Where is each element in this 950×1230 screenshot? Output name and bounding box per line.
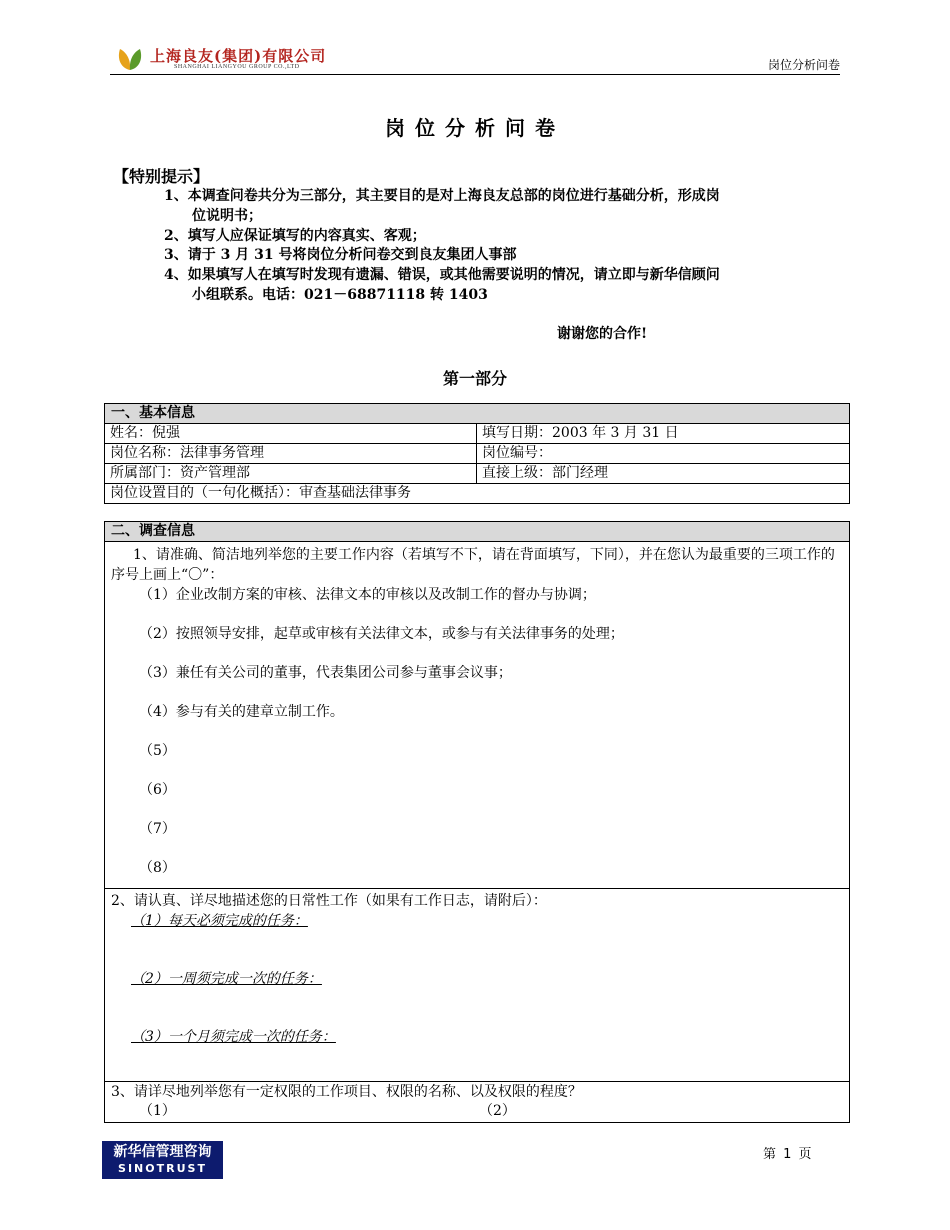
monthly-task-label: （3）一个月须完成一次的任务： <box>131 1029 336 1045</box>
weekly-task-label: （2）一周须完成一次的任务： <box>131 971 322 987</box>
notice-item-1-line1: 1、本调查问卷共分为三部分，其主要目的是对上海良友总部的岗位进行基础分析，形成岗 <box>164 188 720 204</box>
department-field[interactable]: 所属部门：资产管理部 <box>105 464 477 483</box>
table-row <box>105 484 849 503</box>
survey-heading: 二、调查信息 <box>105 522 849 542</box>
notice-item-3-line1: 3、请于 3 月 31 号将岗位分析问卷交到良友集团人事部 <box>164 247 517 263</box>
question-3-text: 3、请详尽地列举您有一定权限的工作项目、权限的名称、以及权限的程度？ <box>111 1084 582 1100</box>
daily-task-label: （1）每天必须完成的任务： <box>131 913 308 929</box>
list-item[interactable]: （7） <box>139 821 176 837</box>
question-3-block <box>105 1082 849 1122</box>
notice-item-2 <box>164 226 426 246</box>
sinotrust-logo-cn: 新华信管理咨询 <box>113 1144 212 1160</box>
notice-item-1-line2: 位说明书； <box>192 208 262 224</box>
notice-title: 【特别提示】 <box>113 167 210 186</box>
notice-item-2-line1: 2、填写人应保证填写的内容真实、客观； <box>164 228 426 244</box>
company-name-cn: 上海良友(集团)有限公司 <box>150 47 327 65</box>
sinotrust-logo <box>102 1141 223 1179</box>
part-title: 第一部分 <box>442 369 507 388</box>
notice-item-3 <box>164 245 516 265</box>
monthly-task-field[interactable] <box>111 1027 843 1085</box>
sinotrust-logo-en: SINOTRUST <box>118 1162 207 1175</box>
page-header <box>110 42 840 75</box>
list-item[interactable]: （3）兼任有关公司的董事，代表集团公司参与董事会议事； <box>139 665 512 681</box>
weekly-task-field[interactable] <box>111 969 843 1027</box>
question-2-block <box>105 889 849 1082</box>
daily-task-field[interactable] <box>111 911 843 969</box>
basic-info-table <box>104 403 850 504</box>
superior-field[interactable]: 直接上级：部门经理 <box>482 465 608 481</box>
list-item[interactable]: （2）按照领导安排，起草或审核有关法律文本，或参与有关法律事务的处理； <box>139 626 624 642</box>
authority-item-1[interactable]: （1） <box>139 1103 176 1119</box>
survey-table <box>104 521 850 1123</box>
page-title: 岗位分析问卷 <box>385 116 565 140</box>
list-item[interactable]: （6） <box>139 782 176 798</box>
header-doc-name: 岗位分析问卷 <box>767 58 840 72</box>
authority-item-2[interactable]: （2） <box>479 1103 516 1119</box>
list-item[interactable]: （4）参与有关的建章立制工作。 <box>139 704 344 720</box>
notice-item-4-line2: 小组联系。电话：021－68871118 转 1403 <box>192 287 488 303</box>
notice-item-1 <box>164 186 720 226</box>
question-1-block <box>105 542 849 889</box>
notice-item-4 <box>164 265 720 305</box>
list-item[interactable]: （8） <box>139 860 176 876</box>
company-name-en: SHANGHAI LIANGYOU GROUP CO.,LTD <box>174 64 300 70</box>
thanks-text: 谢谢您的合作! <box>557 326 648 342</box>
position-no-field[interactable]: 岗位编号： <box>482 445 552 461</box>
question-2-text: 2、请认真、详尽地描述您的日常性工作（如果有工作日志，请附后）： <box>111 893 547 909</box>
list-item[interactable]: （1）企业改制方案的审核、法律文本的审核以及改制工作的督办与协调； <box>139 587 596 603</box>
company-logo-leaf-icon <box>116 46 144 72</box>
date-field[interactable]: 填写日期：2003 年 3 月 31 日 <box>482 425 679 441</box>
table-row <box>105 444 849 464</box>
basic-info-heading: 一、基本信息 <box>105 404 849 424</box>
page-number: 第 1 页 <box>763 1147 812 1162</box>
table-row <box>105 464 849 484</box>
notice-item-4-line1: 4、如果填写人在填写时发现有遗漏、错误，或其他需要说明的情况，请立即与新华信顾问 <box>164 267 720 283</box>
purpose-field[interactable]: 岗位设置目的（一句化概括）：审查基础法律事务 <box>110 485 411 501</box>
name-field[interactable]: 姓名：倪强 <box>105 424 477 443</box>
question-1-text: 1、请准确、简洁地列举您的主要工作内容（若填写不下，请在背面填写，下同），并在您认为最重要的三项工作的序号上画上“〇”： <box>111 547 835 583</box>
table-row <box>105 424 849 444</box>
list-item[interactable]: （5） <box>139 743 176 759</box>
position-name-field[interactable]: 岗位名称：法律事务管理 <box>105 444 477 463</box>
